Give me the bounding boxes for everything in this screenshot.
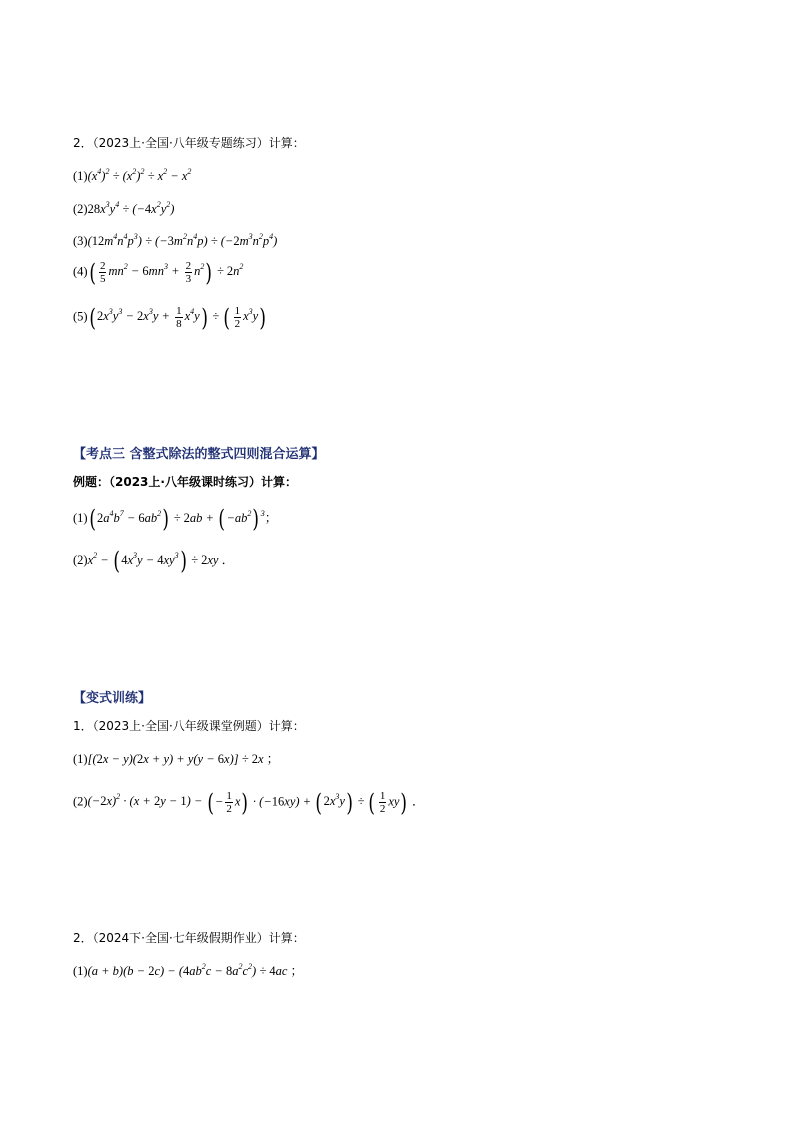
q2-item-5: $(5)(2x^3y^3 - 2x^3y$ + $\frac{1}{8}$ $x^4y$) ÷ ( $\frac{1}{2}$ $x^3y$) xyxy=(73,303,267,332)
item-tail: ． xyxy=(221,552,235,567)
variant-q1-item-1: (1)[(2x − y)(2x + y) + y(y − 6x)] ÷ 2x ； xyxy=(73,752,280,766)
q2-item-1: $(1)(x^4)^2 \div (x^2)^2 \div x^2 - x^2$ xyxy=(73,167,192,183)
item-label: (2) xyxy=(73,552,88,567)
item-label: (1) xyxy=(73,752,88,766)
example-title: 例题：（2023上·八年级课时练习）计算： xyxy=(73,475,297,489)
item-tail: ； xyxy=(266,752,280,766)
q2-item-2: $(2)28x^3y^4 \div (-4x^2y^2)$ xyxy=(73,200,175,216)
item-label: (1) xyxy=(73,964,88,978)
item-label: (1) xyxy=(73,169,88,183)
item-label: (4) xyxy=(73,264,88,279)
variant-q1-item-2: $(2)(-2x)^2 \cdot (x + 2y - 1)$ − (− $\frac{1}{2}$ $x) \cdot (-16xy) + (2x^3y)$ ÷ ( $\frac{1}{2}$ xy) ． xyxy=(73,788,425,817)
item-label: (1) xyxy=(73,510,88,525)
question-2-title: 2．（2023上·全国·八年级专题练习）计算： xyxy=(73,136,305,150)
variant-question-1-title: 1．（2023上·全国·八年级课堂例题）计算： xyxy=(73,719,305,733)
item-label: (5) xyxy=(73,309,88,324)
item-label: (3) xyxy=(73,234,88,248)
item-label: (2) xyxy=(73,202,88,216)
example-item-2: $(2)x^2 - (4x^3y - 4xy^3) \div 2xy$ ． xyxy=(73,547,235,575)
q2-item-4: (4)( $\frac{2}{5}$ $mn^2 - 6mn^3$ + $\frac{2}{3}$ $n^2) \div 2n^2$ xyxy=(73,258,244,287)
item-tail: ； xyxy=(290,964,304,978)
variant-q2-item-1: $(1)(a + b)(b - 2c) - (4ab^2c - 8a^2c^2) \div 4ac$ ； xyxy=(73,962,304,978)
example-item-1: $(1)(2a^4b^7 - 6ab^2) \div 2ab + (-ab^2)^3$； xyxy=(73,505,278,533)
q2-item-3: $(3)(12m^4n^4p^3) \div (-3m^2n^4p) \div (-2m^3n^2p^4)$ xyxy=(73,232,278,248)
item-label: (2) xyxy=(73,794,88,809)
variant-heading: 【变式训练】 xyxy=(73,691,152,706)
variant-question-2-title: 2．（2024下·全国·七年级假期作业）计算： xyxy=(73,931,305,945)
item-tail: ； xyxy=(264,510,278,525)
item-tail: ． xyxy=(411,794,425,809)
section-heading-3: 【考点三 含整式除法的整式四则混合运算】 xyxy=(73,447,325,462)
